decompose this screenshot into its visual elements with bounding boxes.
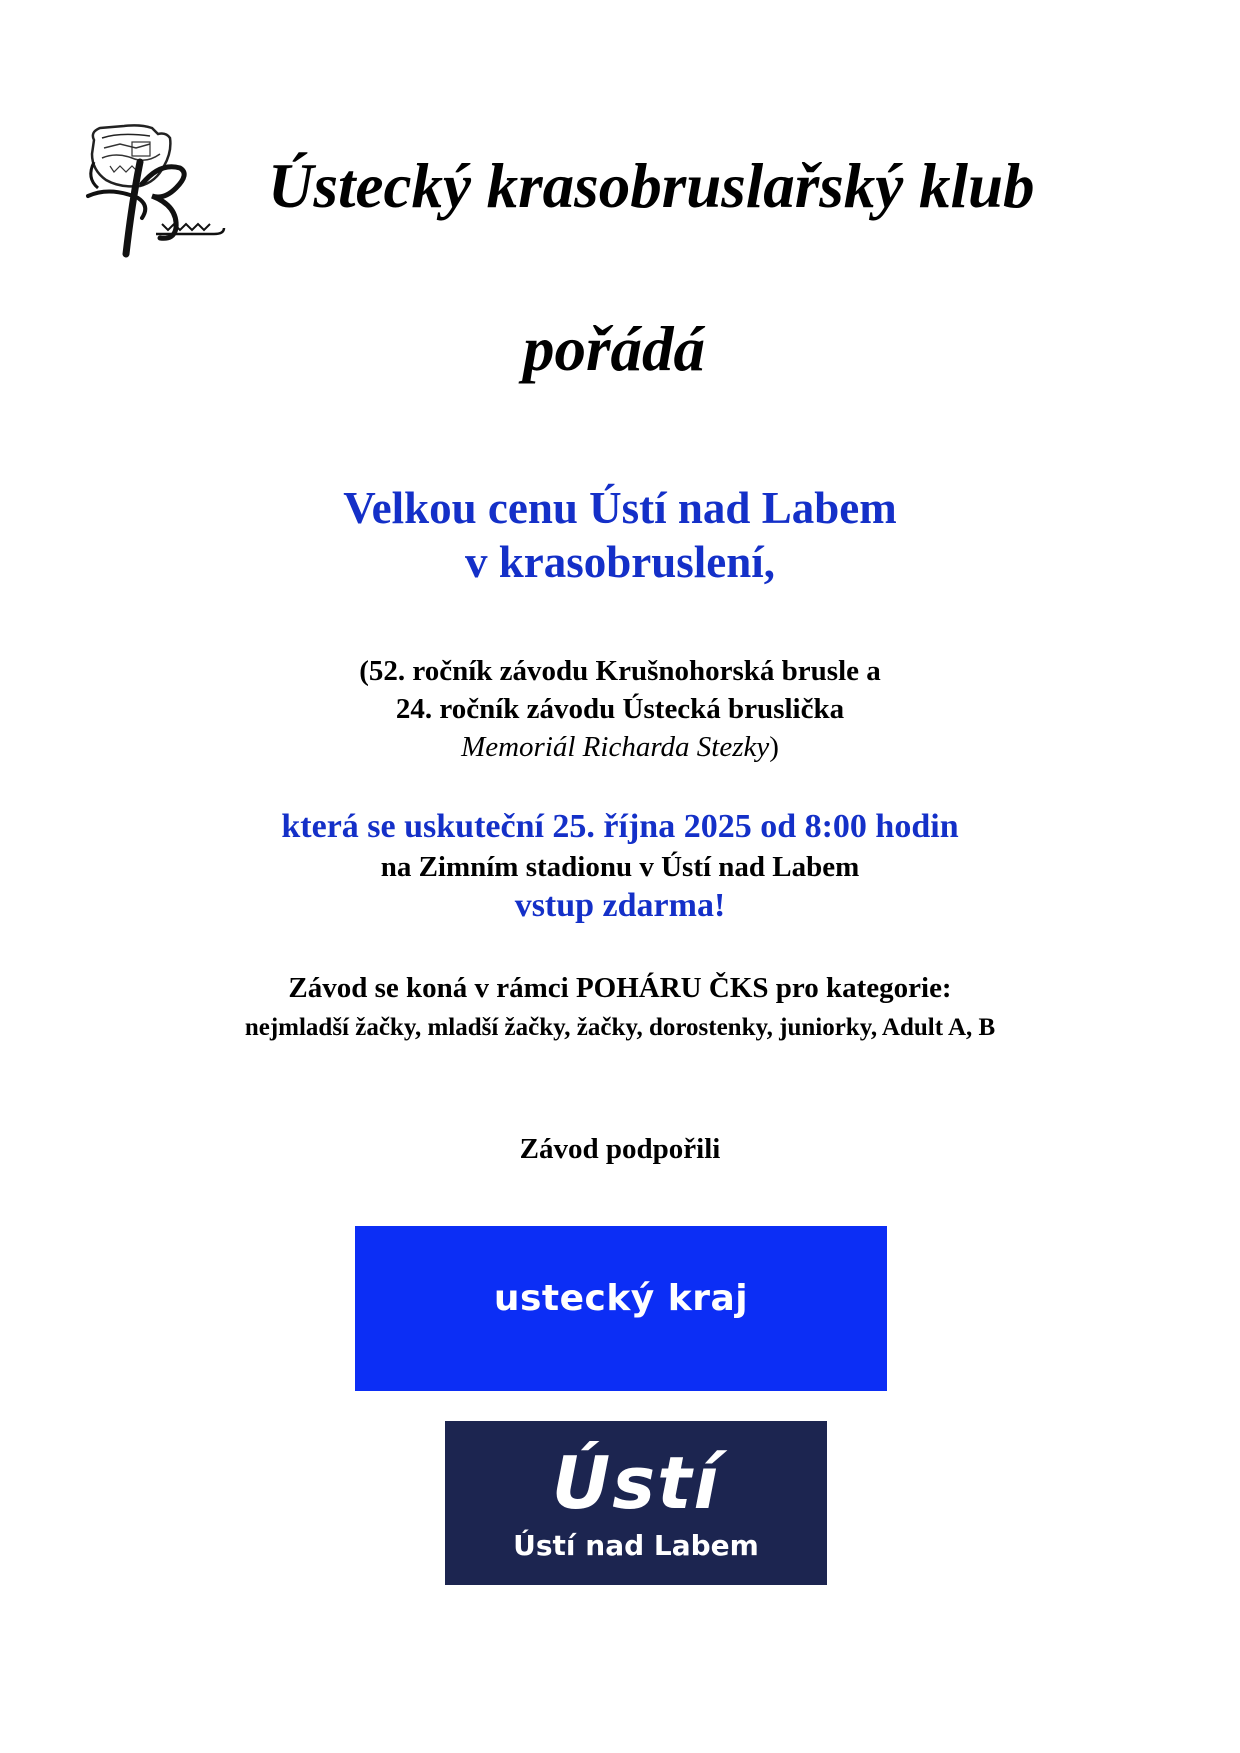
usti-logo-small-text: Ústí nad Labem: [513, 1529, 759, 1562]
note-line1: (52. ročník závodu Krušnohorská brusle a: [359, 655, 881, 687]
event-date: která se uskuteční 25. října 2025 od 8:00 hodin: [281, 808, 959, 845]
categories-intro: Závod se koná v rámci POHÁRU ČKS pro kategorie:: [288, 972, 952, 1004]
sponsor-logo-ustecky-kraj: [355, 1226, 887, 1391]
sponsors-heading: Závod podpořili: [519, 1133, 721, 1165]
event-title-line2: v krasobruslení,: [464, 537, 776, 587]
event-title-line1: Velkou cenu Ústí nad Labem: [343, 483, 897, 533]
club-logo: [80, 122, 230, 264]
note-line2: 24. ročník závodu Ústecká bruslička: [395, 693, 845, 725]
usti-logo-big-text: Ústí: [551, 1441, 721, 1525]
organizes-heading: pořádá: [522, 314, 706, 384]
event-venue: na Zimním stadionu v Ústí nad Labem: [380, 851, 860, 883]
note-line3: [0, 731, 1240, 764]
note-close-paren: ): [769, 731, 779, 763]
categories-list: nejmladší žačky, mladší žačky, žačky, dorostenky, juniorky, Adult A, B: [244, 1014, 996, 1041]
entry-free: vstup zdarma!: [514, 887, 726, 924]
memorial-name: Memoriál Richarda Stezky: [461, 731, 770, 763]
ustecky-kraj-logo-text: ustecký kraj: [493, 1278, 749, 1319]
club-name: Ústecký krasobruslařský klub: [268, 151, 1035, 221]
sponsor-logo-usti-nad-labem: [445, 1421, 827, 1585]
